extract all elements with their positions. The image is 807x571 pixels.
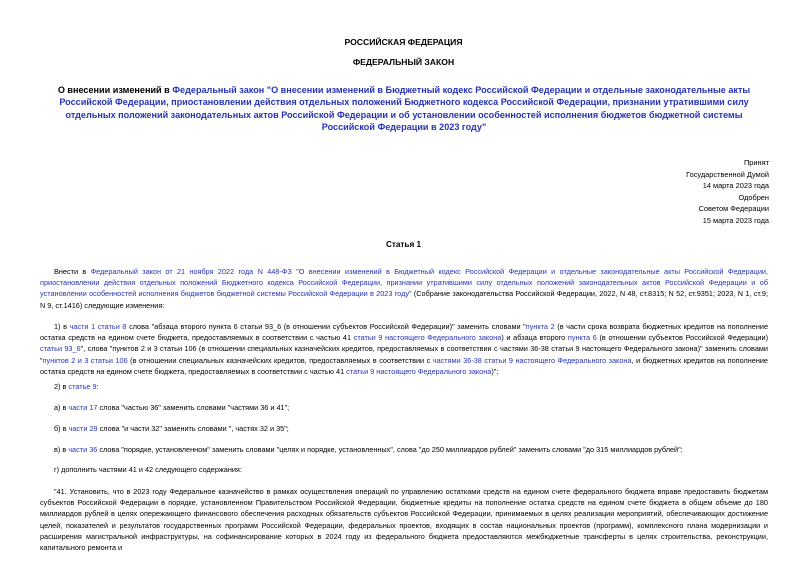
item-2a-text-1: а) в bbox=[54, 403, 69, 412]
item-2c-text-2: слова "порядке, установленном" заменить словами "целях и порядке, установленных", слова "до 250 миллиардов рублей" заменить словами "до 315 миллиардов рублей"; bbox=[97, 445, 683, 454]
item-2-text-1: 2) в bbox=[54, 382, 69, 391]
item-1-text-7: (в отношении специальных казначейских кредитов, предоставляемых в соответствии с bbox=[127, 355, 433, 365]
item-1-text-8: , и бюджетных кредитов на пополнение остатка средств на едином счете бюджета, предоставляемых в соответствии с частью 41 bbox=[40, 355, 768, 376]
item-2-text-2: : bbox=[96, 382, 99, 391]
item-1-text-4: ) и абзаца второго bbox=[501, 333, 568, 343]
acceptance-block bbox=[686, 157, 769, 226]
item-2c-paragraph bbox=[54, 444, 768, 455]
item-2a-link-part-17[interactable]: части 17 bbox=[68, 403, 98, 412]
item-2c-text-1: в) в bbox=[54, 445, 69, 454]
intro-text-2: (Собрание законодательства Российской Федерации, 2022, N 48, ст.8315; N 52, ст.9351; 2023, N 1, ст.9; N 9, ст.1416) следующие изменения: bbox=[40, 289, 768, 310]
item-2a-text-2: слова "частью 36" заменить словами "частями 36 и 41"; bbox=[97, 403, 290, 412]
approved-date: 15 марта 2023 года bbox=[702, 215, 769, 225]
item-1-text-1: 1) в bbox=[54, 322, 70, 331]
item-1-link-2[interactable]: пункта 2 bbox=[525, 322, 555, 331]
item-2-paragraph bbox=[54, 381, 768, 392]
title-prefix: О внесении изменений в bbox=[57, 85, 173, 95]
item-2b-text-1: б) в bbox=[54, 424, 69, 433]
item-1-text-3: (в части срока возврата бюджетных кредитов на пополнение остатка средств на едином счете бюджета, предоставляемых в соответствии с частью 41 bbox=[40, 322, 769, 343]
title-link[interactable]: Федеральный закон "О внесении изменений в Бюджетный кодекс Российской Федерации и отдельные законодательные акты Российской Федерации, приостановлении действия отдельных положений Бюджетного кодекса Российской Федерации, признании утратившими силу отдельных положений законодательных актов Российской Федерации и об установлении особенностей исполнения бюджетов бюджетной системы Российской Федерации в 2023 году" bbox=[59, 85, 751, 132]
intro-paragraph bbox=[40, 266, 768, 311]
item-1-link-5[interactable]: статьи 93_6 bbox=[40, 344, 81, 354]
accepted-date: 14 марта 2023 года bbox=[702, 181, 769, 190]
law-title bbox=[40, 84, 768, 133]
intro-text-1: Внести в bbox=[54, 267, 91, 276]
item-1-link-8[interactable]: статьи 9 настоящего Федерального закона bbox=[346, 366, 492, 376]
accepted-label: Принят bbox=[743, 158, 769, 167]
item-2b-paragraph bbox=[54, 423, 768, 434]
item-2-link-article-9[interactable]: статье 9 bbox=[68, 382, 97, 391]
item-1-text-9: )"; bbox=[491, 366, 499, 376]
state-duma-label: Государственной Думой bbox=[686, 169, 769, 179]
article-heading: Статья 1 bbox=[385, 240, 422, 249]
item-2b-text-2: слова "и части 32" заменить словами ", частях 32 и 35"; bbox=[97, 424, 289, 433]
item-1-text-5: (в отношении субъектов Российской Федерации) bbox=[596, 333, 768, 343]
item-2c-link-part-36[interactable]: части 36 bbox=[68, 445, 98, 454]
intro-link-law-448[interactable]: Федеральный закон от 21 ноября 2022 года N 448-ФЗ "О внесении изменений в Бюджетный кодекс Российской Федерации и отдельные законодательные акты Российской Федерации, приостановлении действия отдельных положений Бюджетного кодекса Российской Федерации, признании утратившими силу отдельных положений законодательных актов Российской Федерации и об установлении особенностей исполнения бюджетов бюджетной системы Российской Федерации в 2023 году" bbox=[40, 267, 769, 299]
item-1-link-3[interactable]: статьи 9 настоящего Федерального закона bbox=[353, 333, 502, 343]
item-2d-paragraph: г) дополнить частями 41 и 42 следующего содержания: bbox=[54, 465, 242, 474]
item-1-text-6: ", слова "пунктов 2 и 3 статьи 106 (в отношении специальных казначейских кредитов, предоставляемых в соответствии с частями 36-38 статьи 9 настоящего Федерального закона)" заменить словами " bbox=[40, 344, 768, 365]
country-heading: РОССИЙСКАЯ ФЕДЕРАЦИЯ bbox=[344, 37, 463, 47]
law-type-heading: ФЕДЕРАЛЬНЫЙ ЗАКОН bbox=[352, 57, 455, 67]
item-2a-paragraph bbox=[54, 402, 768, 413]
item-1-text-2: слова "абзаца второго пункта 6 статьи 93_6 (в отношении субъектов Российской Федерации)" заменить словами " bbox=[126, 322, 526, 331]
item-1-link-7[interactable]: частями 36-38 статьи 9 настоящего Федерального закона bbox=[432, 355, 632, 365]
item-2b-link-part-29[interactable]: части 29 bbox=[68, 424, 98, 433]
item-1-link-6[interactable]: пунктов 2 и 3 статьи 106 bbox=[42, 355, 128, 365]
item-1-paragraph bbox=[40, 321, 768, 377]
item-1-link-4[interactable]: пункта 6 bbox=[567, 333, 597, 343]
approved-label: Одобрен bbox=[738, 192, 769, 202]
federation-council-label: Советом Федерации bbox=[698, 204, 769, 213]
part-41-paragraph: "41. Установить, что в 2023 году Федеральное казначейство в рамках осуществления операций по управлению остатками средств на едином счете федерального бюджета вправе предоставить бюджетам субъектов Российской Федерации в порядке, установленном Правительством Российской Федерации, бюджетные кредиты на пополнение остатка средств на едином счете бюджета в общем объеме до 180 миллиардов рублей в целях опережающего финансового обеспечения расходных обязательств субъектов Российской Федерации, принимаемых в целях реализации мероприятий, обеспечивающих достижение целей, показателей и результатов государственных программ Российской Федерации, федеральных проектов, входящих в состав национальных проектов (программ), комплексного плана модернизации и расширения магистральной инфраструктуры, на софинансирование которых в 2024 году из федерального бюджета предоставляются межбюджетные трансферты в целях строительства, реконструкции, капитального ремонта и bbox=[40, 487, 768, 553]
item-1-link-1[interactable]: части 1 статьи 8 bbox=[69, 322, 127, 331]
